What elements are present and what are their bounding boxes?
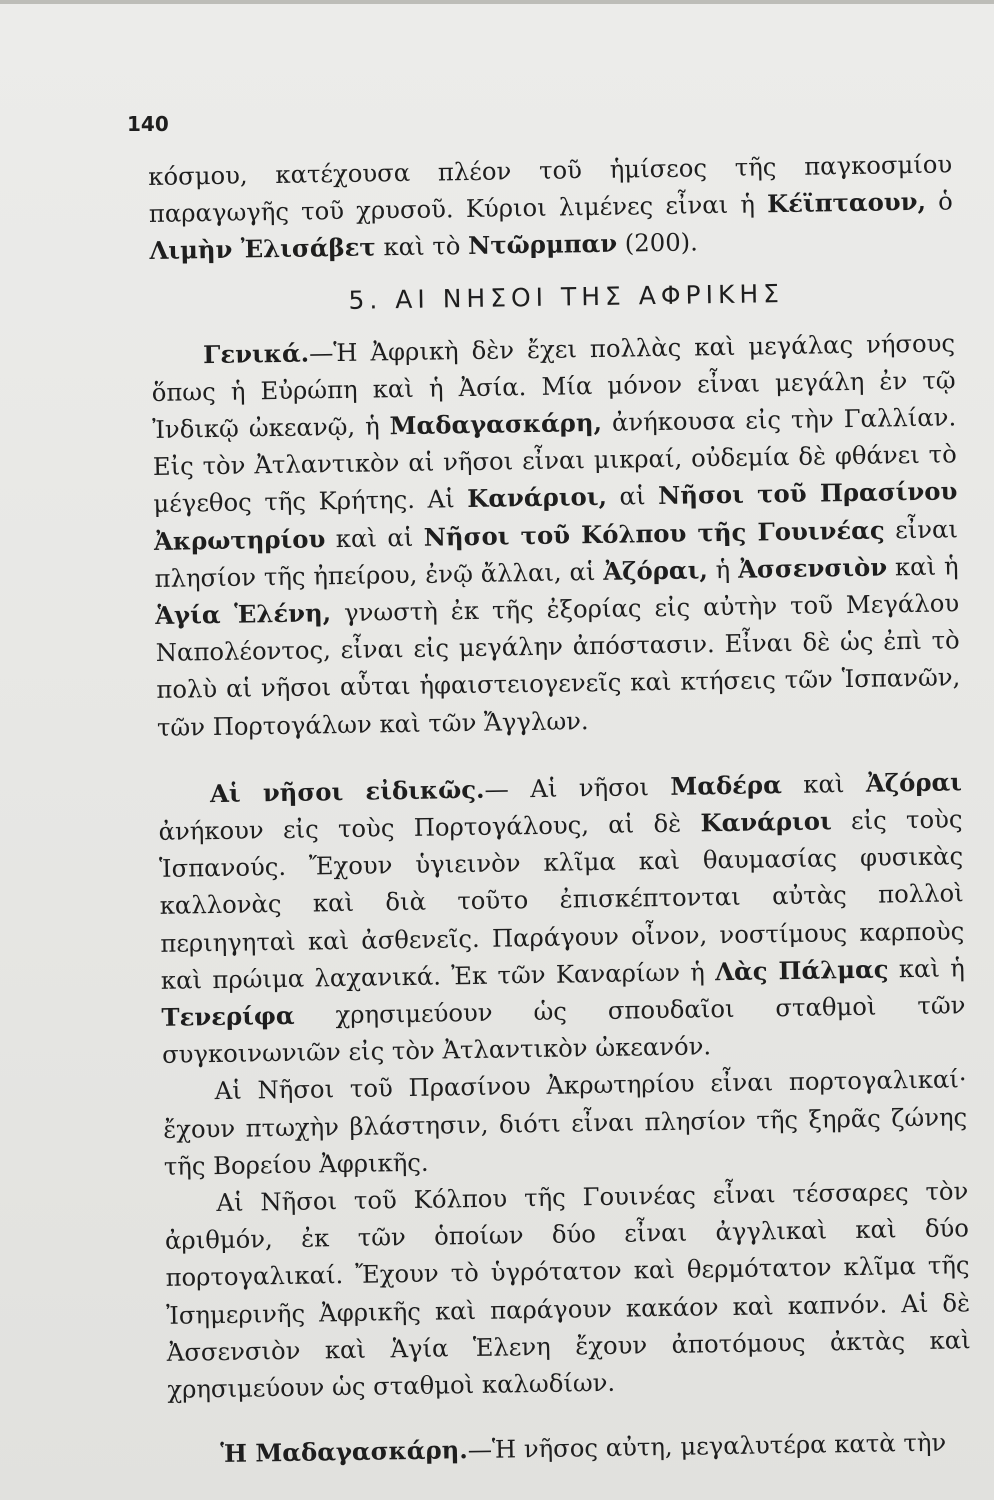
text-run: αἱ: [606, 481, 659, 512]
general-paragraph: [151, 324, 961, 746]
text-run: ἀνήκουσα εἰς τὴν Γαλλίαν. Εἰς τὸν Ἀτλαντικὸν αἱ νῆσοι εἶναι μικραί, οὐδεμία δὲ φθάνει τὸ μέγεθος τῆς Κρήτης. Αἱ: [152, 402, 957, 519]
text-run: γνωστὴ ἐκ τῆς ἐξορίας εἰς αὐτὴν τοῦ Μεγάλου Ναπολέοντος, εἶναι εἰς μεγάλην ἀπόστασιν. Εἶναι δὲ ὡς ἐπὶ τὸ πολὺ αἱ νῆσοι αὗται ἡφαιστειογενεῖς καὶ κτήσεις τῶν Ἱσπανῶν, τῶν Πορτογάλων καὶ τῶν Ἄγγλων.: [155, 588, 961, 742]
text-run: εἶναι πλησίον τῆς ἠπείρου, ἐνῷ ἄλλαι, αἱ: [154, 513, 959, 593]
bold-term: Κέϊπταουν,: [766, 186, 927, 219]
bold-term: Ἁγία Ἑλένη,: [154, 598, 332, 630]
text-run: χρησιμεύουν ὡς σπουδαῖοι σταθμοὶ τῶν συγκοινωνιῶν εἰς τὸν Ἀτλαντικὸν ὠκεανόν.: [161, 990, 966, 1070]
paragraph-lead: Αἱ νῆσοι εἰδικῶς.: [209, 774, 485, 808]
bold-term: Λιμὴν Ἐλισάβετ: [149, 232, 376, 266]
section-heading: 5. ΑΙ ΝΗΣΟΙ ΤΗΣ ΑΦΡΙΚΗΣ: [348, 278, 785, 315]
text-run: ὁ: [925, 186, 954, 216]
bold-term: Νῆσοι τοῦ Πρασίνου Ἀκρωτηρίου: [153, 476, 958, 556]
text-run: καὶ ἡ: [888, 953, 966, 984]
text-run: κόσμου, κατέχουσα πλέον τοῦ ἡμίσεος τῆς παγκοσμίου παραγωγῆς τοῦ χρυσοῦ. Κύριοι λιμένες εἶναι ἡ: [148, 149, 953, 229]
text-run: —Ἡ Ἀφρικὴ δὲν ἔχει πολλὰς καὶ μεγάλας νήσους ὅπως ἡ Εὐρώπη καὶ ἡ Ἀσία. Μία μόνον εἶναι μεγάλη ἐν τῷ Ἰνδικῷ ὠκεανῷ, ἡ: [151, 327, 956, 444]
bold-term: Νῆσοι τοῦ Κόλπου τῆς Γουινέας: [423, 515, 885, 552]
guinea-paragraph: Αἱ Νῆσοι τοῦ Κόλπου τῆς Γουινέας εἶναι τέσσαρες τὸν ἀριθμόν, ἐκ τῶν ὁποίων δύο εἶναι ἀγγλικαὶ καὶ δύο πορτογαλικαί. Ἔχουν τὸ ὑγρότατον καὶ θερμότατον κλῖμα τῆς Ἰσημερινῆς Ἀφρικῆς καὶ παράγουν κακάον καὶ καπνόν. Αἱ δὲ Ἀσσενσιὸν καὶ Ἁγία Ἑλενη ἔχουν ἀποτόμους ἀκτὰς καὶ χρησιμεύουν ὡς σταθμοὶ καλωδίων.: [164, 1176, 971, 1404]
page-body: [148, 145, 973, 1473]
text-run: ἀνήκουν εἰς τοὺς Πορτογάλους, αἱ δὲ: [158, 808, 701, 846]
text-run: — Αἱ νῆσοι: [484, 771, 671, 804]
text-run: —Ἡ νῆσος αὐτη, μεγαλυτέρα κατὰ τὴν: [467, 1427, 947, 1465]
bold-term: Ἀσσενσιὸν: [737, 552, 888, 584]
text-run: εἰς τοὺς Ἱσπανούς. Ἔχουν ὑγιεινὸν κλῖμα καὶ θαυμασίας φυσικὰς καλλονὰς καὶ διὰ τοῦτο ἐπισκέπτονται αὐτὰς πολλοὶ περιηγηταὶ καὶ ἀσθενεῖς. Παράγουν οἶνον, νοστίμους καρποὺς καὶ πρώιμα λαχανικά. Ἐκ τῶν Καναρίων ἡ: [158, 804, 965, 995]
text-run: ἡ: [707, 554, 739, 585]
bold-term: Κανάριοι,: [466, 482, 608, 514]
bold-term: Λὰς Πάλμας: [714, 954, 889, 987]
bold-term: Μαδαγασκάρη,: [389, 407, 603, 441]
bold-term: Κανάριοι: [700, 806, 832, 838]
page-top-edge: [0, 0, 994, 4]
text-run: καὶ: [781, 768, 867, 799]
bold-term: Ντῶρμπαν: [467, 229, 618, 261]
bold-term: Μαδέρα: [670, 769, 783, 801]
text-run: καὶ ἡ: [886, 551, 959, 582]
text-run: (200).: [616, 227, 699, 259]
bold-term: Ἀζόραι: [865, 767, 963, 798]
paragraph-lead: Γενικά.: [202, 338, 310, 369]
intro-paragraph: [148, 145, 954, 269]
text-run: καὶ τὸ: [375, 231, 469, 262]
paragraph-lead: Ἡ Μαδαγασκάρη.: [220, 1435, 468, 1469]
cape-verde-paragraph: Αἱ Νῆσοι τοῦ Πρασίνου Ἀκρωτηρίου εἶναι πορτογαλικαί· ἔχουν πτωχὴν βλάστησιν, διότι εἶναι πλησίον τῆς ξηρᾶς ζώνης τῆς Βορείου Ἀφρικῆς.: [163, 1064, 968, 1181]
bold-term: Ἀζόραι,: [603, 555, 709, 586]
page-number: 140: [127, 112, 169, 136]
bold-term: Τενερίφα: [161, 1000, 295, 1032]
special-paragraph: [158, 763, 967, 1073]
text-run: καὶ αἱ: [325, 522, 424, 553]
